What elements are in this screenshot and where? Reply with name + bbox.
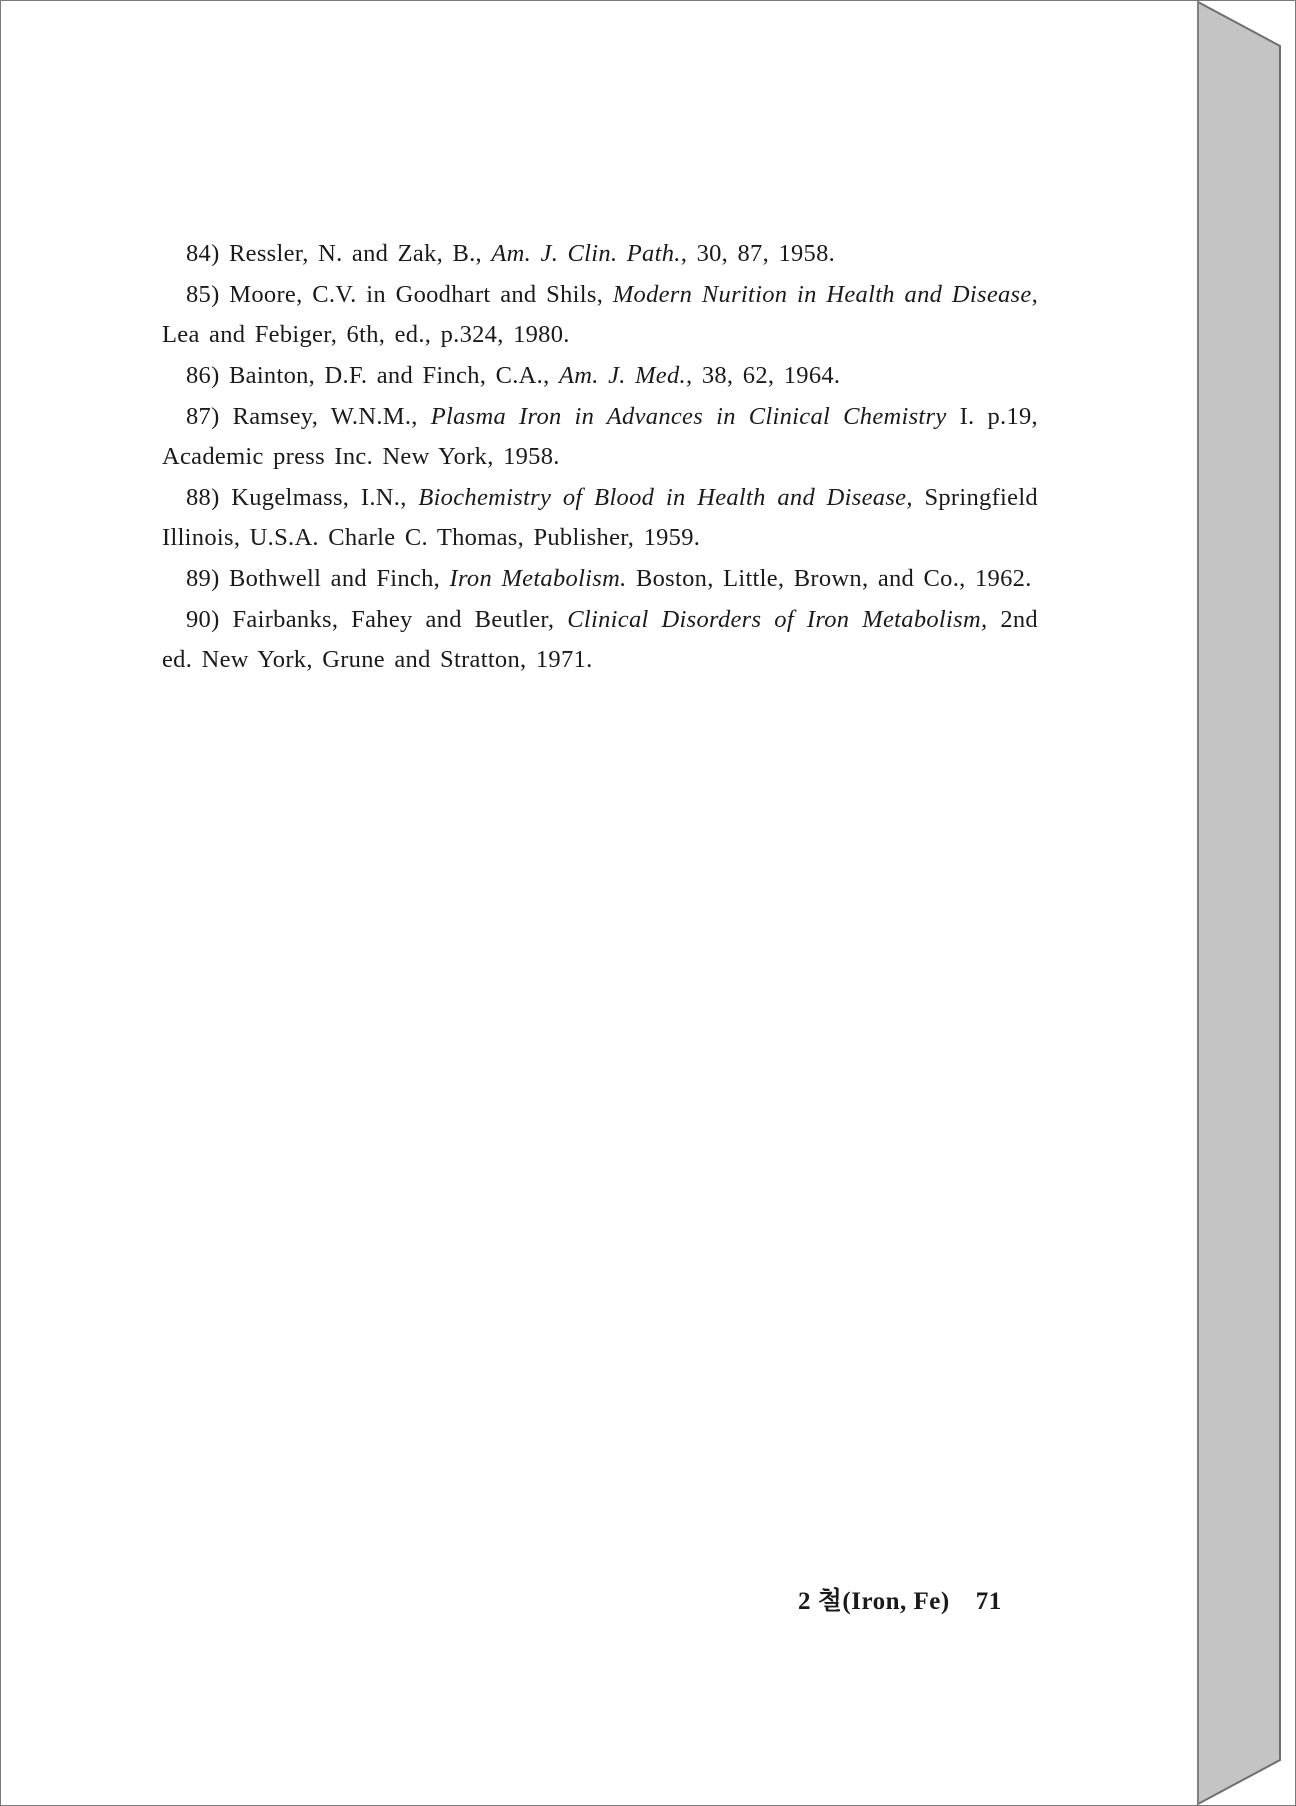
reference-title: Plasma Iron in Advances in Clinical Chemistry <box>430 403 947 430</box>
reference-number: 85) <box>186 281 220 308</box>
reference-title: Modern Nurition in Health and Disease, <box>612 281 1038 308</box>
reference-item <box>162 234 1038 274</box>
reference-title: Iron Metabolism. <box>449 565 627 592</box>
reference-number: 88) <box>186 484 220 511</box>
reference-authors: Ramsey, W.N.M., <box>232 403 418 430</box>
reference-details: Lea and Febiger, 6th, ed., p.324, 1980. <box>162 321 570 348</box>
reference-item <box>162 559 1038 599</box>
reference-number: 87) <box>186 403 220 430</box>
reference-item <box>162 478 1038 558</box>
reference-number: 89) <box>186 565 220 592</box>
reference-list <box>162 234 1038 681</box>
page-number: 71 <box>975 1588 1002 1615</box>
reference-details: Boston, Little, Brown, and Co., 1962. <box>635 565 1032 592</box>
reference-details: I. p.19, Academic press Inc. New York, 1958. <box>162 403 1038 470</box>
reference-number: 90) <box>186 606 220 633</box>
reference-item <box>162 397 1038 477</box>
reference-details: Springfield Illinois, U.S.A. Charle C. Thomas, Publisher, 1959. <box>162 484 1038 551</box>
reference-item <box>162 275 1038 355</box>
reference-authors: Moore, C.V. in Goodhart and Shils, <box>229 281 604 308</box>
reference-details: 38, 62, 1964. <box>701 362 841 389</box>
reference-item <box>162 356 1038 396</box>
reference-number: 86) <box>186 362 220 389</box>
reference-title: Am. J. Med., <box>558 362 693 389</box>
reference-item <box>162 600 1038 680</box>
reference-title: Am. J. Clin. Path., <box>491 240 688 267</box>
reference-authors: Kugelmass, I.N., <box>231 484 407 511</box>
chapter-title: 2 철(Iron, Fe) <box>798 1588 950 1615</box>
reference-authors: Fairbanks, Fahey and Beutler, <box>232 606 555 633</box>
reference-title: Clinical Disorders of Iron Metabolism, <box>567 606 988 633</box>
reference-authors: Bothwell and Finch, <box>229 565 441 592</box>
reference-number: 84) <box>186 240 220 267</box>
running-footer <box>798 1581 1002 1617</box>
reference-details: 2nd ed. New York, Grune and Stratton, 1971. <box>162 606 1038 673</box>
reference-authors: Ressler, N. and Zak, B., <box>229 240 482 267</box>
reference-details: 30, 87, 1958. <box>696 240 836 267</box>
reference-title: Biochemistry of Blood in Health and Disease, <box>418 484 913 511</box>
reference-authors: Bainton, D.F. and Finch, C.A., <box>229 362 550 389</box>
